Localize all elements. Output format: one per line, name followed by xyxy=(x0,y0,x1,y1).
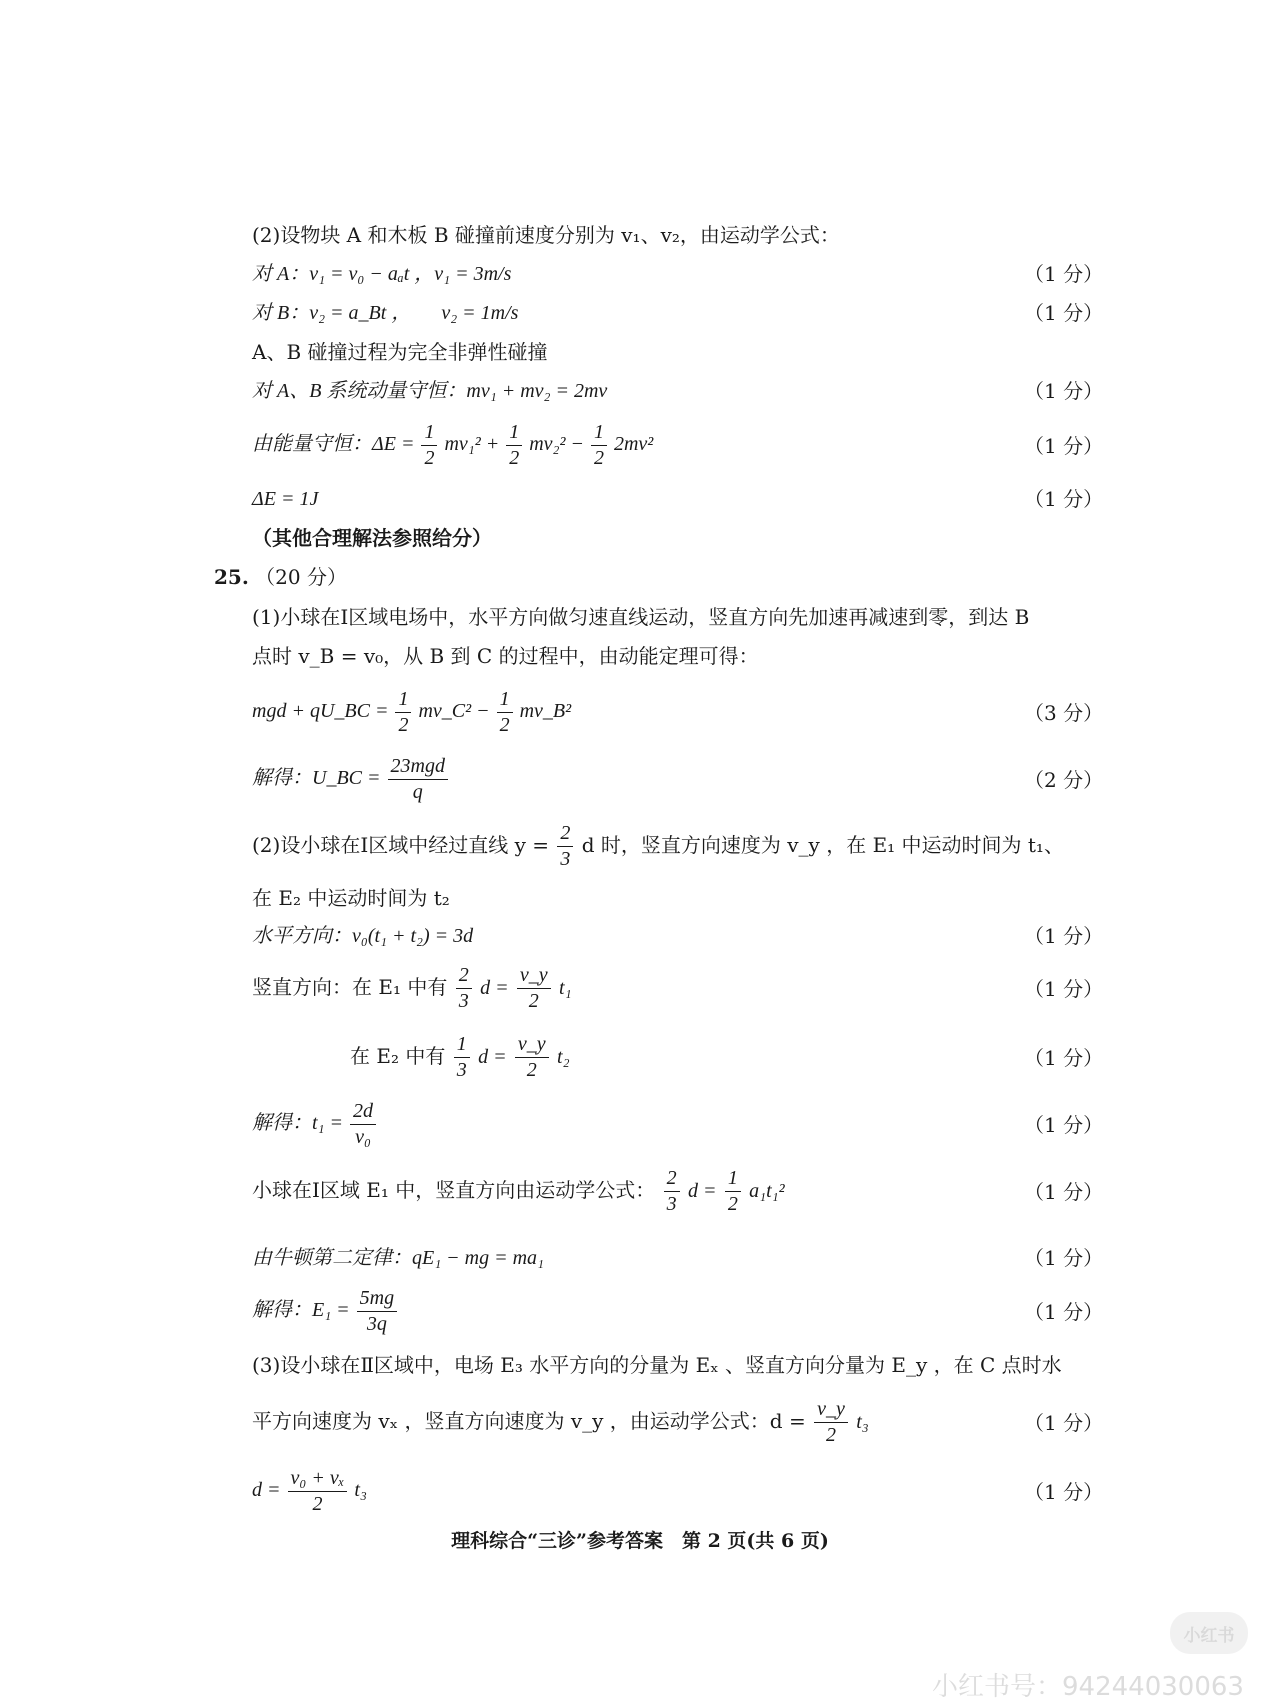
ubc-prefix: 解得：U_BC = xyxy=(252,767,381,790)
vertical-prefix: 竖直方向：在 E₁ 中有 xyxy=(252,975,448,999)
question-points: （20 分） xyxy=(255,565,347,589)
fraction-vy-half: $\frac{v\_y}{2}$ xyxy=(515,1034,549,1081)
fraction-last: $\frac{\text{v₀ + vₓ}}{2}$ xyxy=(288,1468,348,1515)
score: （1 分） xyxy=(1024,487,1104,511)
score: （1 分） xyxy=(1024,301,1104,325)
p3-line-2 xyxy=(252,1399,869,1446)
fraction-t1: $\frac{2d}{\text{v₀}}$ xyxy=(350,1101,376,1148)
fraction-vy-half: $\frac{v\_y}{2}$ xyxy=(517,965,551,1012)
work-energy-term-2: mv_B² xyxy=(519,700,572,723)
score: （3 分） xyxy=(1024,701,1104,725)
fraction-e1: $\frac{5mg}{3q}$ xyxy=(357,1288,397,1335)
fraction-half: $\frac{1}{2}$ xyxy=(395,689,411,736)
eq-energy xyxy=(252,422,653,469)
score: （1 分） xyxy=(1024,1113,1104,1137)
score: （1 分） xyxy=(1024,379,1104,403)
page-footer: 理科综合“三诊”参考答案 第 2 页(共 6 页) xyxy=(451,1530,829,1552)
eq-momentum: 对 A、B 系统动量守恒：mv₁ + mv₂ = 2mv xyxy=(252,380,608,402)
eq-kinematics xyxy=(252,1168,785,1215)
work-energy-prefix: mgd + qU_BC = xyxy=(252,700,389,723)
eq-work-energy xyxy=(252,689,571,736)
energy-term-1: mv₁² + xyxy=(444,433,500,456)
fraction-half: $\frac{1}{2}$ xyxy=(421,422,437,469)
eq-delta-e: ΔE = 1J xyxy=(252,488,319,510)
kinematics-prefix: 小球在Ⅰ区域 E₁ 中，竖直方向由运动学公式： xyxy=(252,1178,656,1202)
p3-line-1: (3)设小球在Ⅱ区域中，电场 E₃ 水平方向的分量为 Eₓ 、竖直方向分量为 E_y ，在 C 点时水 xyxy=(252,1353,1062,1377)
score: （1 分） xyxy=(1024,1180,1104,1204)
score: （1 分） xyxy=(1024,924,1104,948)
collision-note: A、B 碰撞过程为完全非弹性碰撞 xyxy=(252,340,548,364)
eq-horizontal: 水平方向：v₀(t₁ + t₂) = 3d xyxy=(252,925,474,947)
eq-last xyxy=(252,1468,367,1515)
score: （1 分） xyxy=(1024,262,1104,286)
fraction-two-thirds: $\frac{2}{3}$ xyxy=(664,1168,680,1215)
time-t3: t₃ xyxy=(856,1411,869,1433)
p1-line-1: (1)小球在Ⅰ区域电场中，水平方向做匀速直线运动，竖直方向先加速再减速到零，到达 B xyxy=(252,605,1030,629)
kinematics-suffix: a₁t₁² xyxy=(749,1180,785,1202)
vertical-e2-prefix: 在 E₂ 中有 xyxy=(350,1044,446,1068)
last-prefix: d = xyxy=(252,1479,281,1502)
p2-line-2: 在 E₂ 中运动时间为 t₂ xyxy=(252,886,450,910)
time-t2: t₂ xyxy=(557,1046,570,1068)
eq-e1 xyxy=(252,1288,399,1335)
score: （1 分） xyxy=(1024,1480,1104,1504)
fraction-ubc: $\frac{\text{23mgd}}{q}$ xyxy=(388,756,448,803)
other-methods-note: （其他合理解法参照给分） xyxy=(252,526,492,550)
score: （1 分） xyxy=(1024,434,1104,458)
time-t3: t₃ xyxy=(354,1479,367,1502)
d-equals: d = xyxy=(480,977,509,999)
energy-term-2: mv₂² − xyxy=(529,433,584,456)
score: （1 分） xyxy=(1024,977,1104,1001)
energy-prefix: 由能量守恒：ΔE = xyxy=(252,433,415,456)
fraction-vy-half: $\frac{v\_y}{2}$ xyxy=(814,1399,848,1446)
fraction-half: $\frac{1}{2}$ xyxy=(497,689,513,736)
p3-line-2-prefix: 平方向速度为 vₓ ，竖直方向速度为 v_y ，由运动学公式：d = xyxy=(252,1409,806,1433)
score: （1 分） xyxy=(1024,1246,1104,1270)
eq-newton: 由牛顿第二定律：qE₁ − mg = ma₁ xyxy=(252,1247,545,1269)
p2-line-1-b: d 时，竖直方向速度为 v_y ，在 E₁ 中运动时间为 t₁、 xyxy=(581,833,1064,857)
watermark-logo: 小红书 xyxy=(1170,1612,1248,1654)
score: （1 分） xyxy=(1024,1411,1104,1435)
eq-ubc xyxy=(252,756,450,803)
work-energy-term-1: mv_C² − xyxy=(418,700,490,723)
fraction-two-thirds: $\frac{2}{3}$ xyxy=(456,965,472,1012)
p24-intro: (2)设物块 A 和木板 B 碰撞前速度分别为 v₁、v₂，由运动学公式： xyxy=(252,223,840,247)
eq-t1 xyxy=(252,1101,378,1148)
t1-prefix: 解得：t₁ = xyxy=(252,1112,344,1135)
time-t1: t₁ xyxy=(559,977,572,999)
energy-term-3: 2mv² xyxy=(613,433,654,456)
p1-line-2: 点时 v_B = v₀，从 B 到 C 的过程中，由动能定理可得： xyxy=(252,644,759,668)
eq-vertical-e2 xyxy=(350,1034,570,1081)
eq-vertical-e1 xyxy=(252,965,572,1012)
fraction-one-third: $\frac{1}{3}$ xyxy=(454,1034,470,1081)
q25-heading xyxy=(214,567,347,587)
p2-line-1-a: (2)设小球在Ⅰ区域中经过直线 y = xyxy=(252,833,550,857)
fraction-half: $\frac{1}{2}$ xyxy=(591,422,607,469)
e1-prefix: 解得：E₁ = xyxy=(252,1299,350,1322)
watermark-text: 小红书号：94244030063 xyxy=(932,1672,1244,1702)
score: （1 分） xyxy=(1024,1046,1104,1070)
fraction-half: $\frac{1}{2}$ xyxy=(725,1168,741,1215)
fraction-half: $\frac{1}{2}$ xyxy=(506,422,522,469)
fraction-two-thirds: $\frac{2}{3}$ xyxy=(557,823,573,870)
d-equals: d = xyxy=(687,1180,717,1202)
eq-velocity-b: 对 B：v₂ = a_Bt ， v₂ = 1m/s xyxy=(252,302,519,324)
score: （1 分） xyxy=(1024,1300,1104,1324)
d-equals: d = xyxy=(478,1046,507,1068)
score: （2 分） xyxy=(1024,768,1104,792)
eq-velocity-a: 对 A：v₁ = v₀ − aₐt ，v₁ = 3m/s xyxy=(252,263,512,285)
question-number: 25. xyxy=(214,565,249,589)
p2-line-1 xyxy=(252,823,1064,870)
